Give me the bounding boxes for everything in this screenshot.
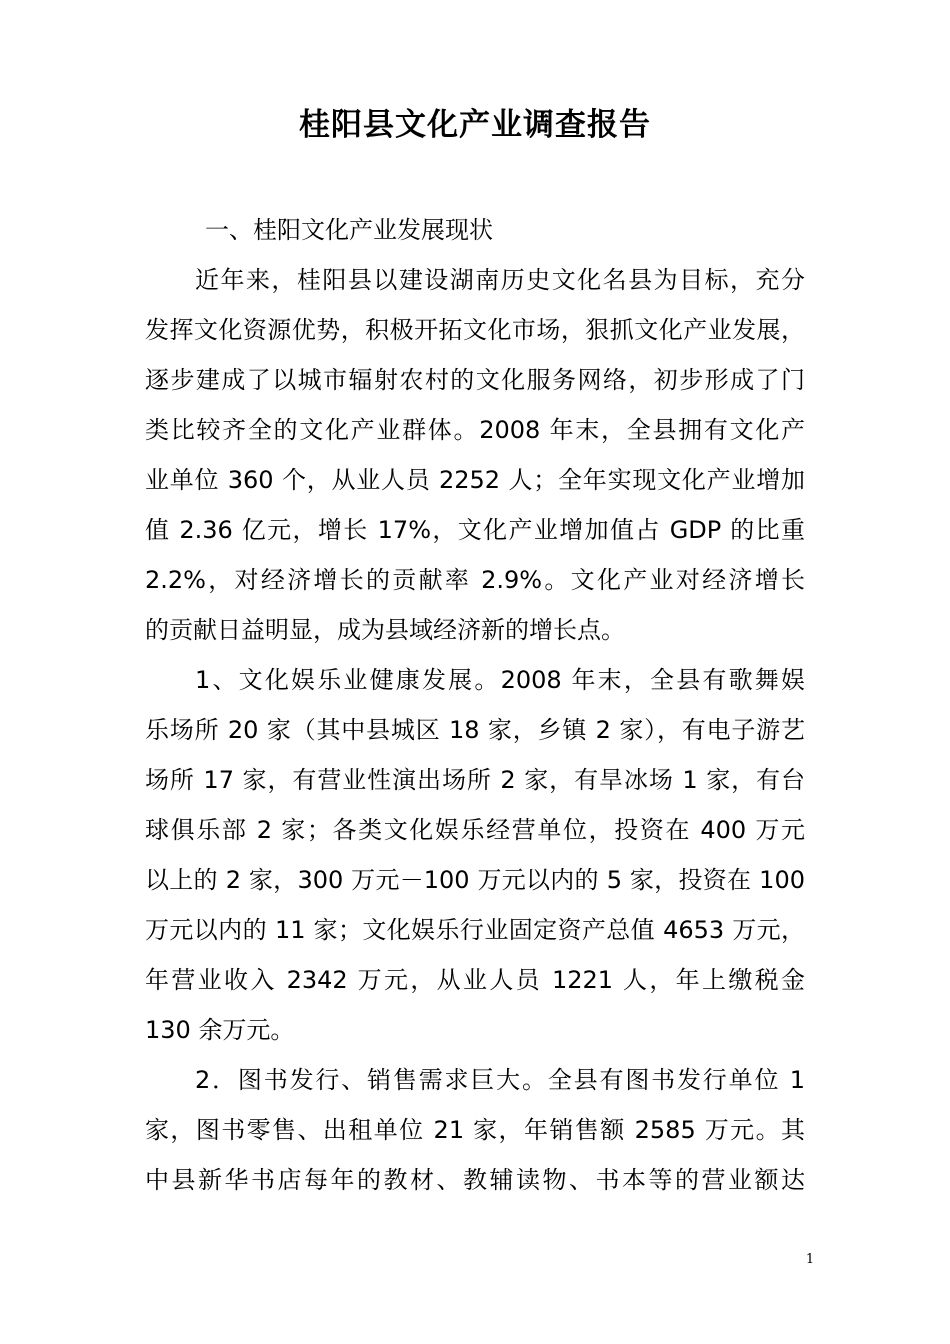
paragraph-line: 发挥文化资源优势，积极开拓文化市场，狠抓文化产业发展， — [145, 316, 805, 344]
paragraph-line: 值 2.36 亿元，增长 17%，文化产业增加值占 GDP 的比重 — [145, 516, 805, 544]
section-heading: 一、桂阳文化产业发展现状 — [205, 216, 493, 244]
paragraph-line: 中县新华书店每年的教材、教辅读物、书本等的营业额达 — [145, 1166, 805, 1194]
paragraph-line: 2．图书发行、销售需求巨大。全县有图书发行单位 1 — [195, 1066, 805, 1094]
paragraph-line: 乐场所 20 家（其中县城区 18 家，乡镇 2 家），有电子游艺 — [145, 716, 805, 744]
page-number: 1 — [805, 1252, 815, 1267]
paragraph-line: 近年来，桂阳县以建设湖南历史文化名县为目标，充分 — [195, 266, 805, 294]
document-body — [145, 205, 805, 1205]
paragraph-line: 业单位 360 个，从业人员 2252 人；全年实现文化产业增加 — [145, 466, 805, 494]
paragraph-line: 类比较齐全的文化产业群体。2008 年末，全县拥有文化产 — [145, 416, 805, 444]
paragraph-line: 家，图书零售、出租单位 21 家，年销售额 2585 万元。其 — [145, 1116, 805, 1144]
paragraph-line: 球俱乐部 2 家；各类文化娱乐经营单位，投资在 400 万元 — [145, 816, 805, 844]
paragraph-line: 1、文化娱乐业健康发展。2008 年末，全县有歌舞娱 — [195, 666, 805, 694]
paragraph-line: 2.2%，对经济增长的贡献率 2.9%。文化产业对经济增长 — [145, 566, 805, 594]
paragraph-line: 130 余万元。 — [145, 1016, 295, 1044]
paragraph-line: 场所 17 家，有营业性演出场所 2 家，有旱冰场 1 家，有台 — [145, 766, 805, 794]
paragraph-line: 年营业收入 2342 万元，从业人员 1221 人，年上缴税金 — [145, 966, 805, 994]
document-title: 桂阳县文化产业调查报告 — [299, 107, 651, 143]
paragraph-line: 的贡献日益明显，成为县域经济新的增长点。 — [145, 616, 625, 644]
paragraph-line: 万元以内的 11 家；文化娱乐行业固定资产总值 4653 万元， — [145, 916, 805, 944]
paragraph-line: 逐步建成了以城市辐射农村的文化服务网络，初步形成了门 — [145, 366, 805, 394]
paragraph-line: 以上的 2 家，300 万元－100 万元以内的 5 家，投资在 100 — [145, 866, 805, 894]
